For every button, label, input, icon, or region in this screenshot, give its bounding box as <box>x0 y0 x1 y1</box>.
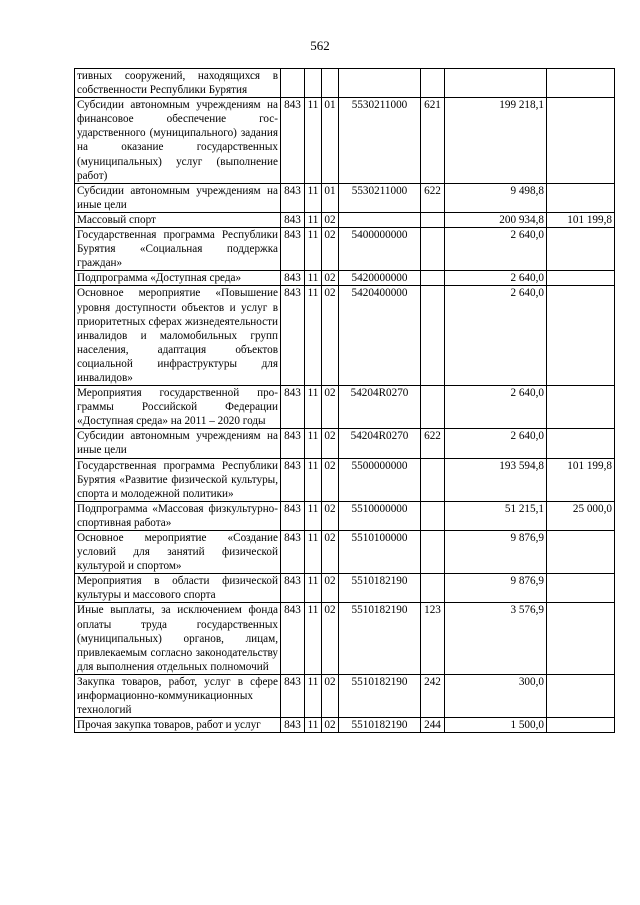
target-article-code: 5510100000 <box>339 531 421 574</box>
subsection-code: 02 <box>322 531 339 574</box>
amount-federal <box>547 183 615 212</box>
section-code: 11 <box>305 674 322 717</box>
expense-type-code: 622 <box>421 429 445 458</box>
amount: 9 498,8 <box>445 183 547 212</box>
table-row <box>75 69 615 98</box>
target-article-code: 54204R0270 <box>339 429 421 458</box>
subsection-code: 01 <box>322 98 339 184</box>
ministry-code: 843 <box>281 386 305 429</box>
item-name: Подпрограмма «Доступная среда» <box>75 271 281 286</box>
target-article-code: 54204R0270 <box>339 386 421 429</box>
amount: 9 876,9 <box>445 574 547 603</box>
item-name: Подпрограмма «Массовая физкультурно-спортивная работа» <box>75 501 281 530</box>
expense-type-code: 123 <box>421 603 445 674</box>
amount-federal <box>547 531 615 574</box>
amount: 2 640,0 <box>445 271 547 286</box>
subsection-code: 02 <box>322 574 339 603</box>
item-name: Основное мероприятие «Повышение уровня доступности объектов и услуг в приоритетных сферах жизнедеятельности инвалидов и маломобильных групп населения, адаптация объектов социальной инфраструктуры для инвалидов» <box>75 286 281 386</box>
amount: 2 640,0 <box>445 286 547 386</box>
table-row <box>75 212 615 227</box>
amount: 2 640,0 <box>445 386 547 429</box>
expense-type-code: 622 <box>421 183 445 212</box>
expense-type-code: 244 <box>421 718 445 733</box>
item-name: Мероприятия государственной программы Российской Федерации «Доступная среда» на 2011 – 2020 годы <box>75 386 281 429</box>
page-number: 562 <box>310 38 330 53</box>
amount-federal: 25 000,0 <box>547 501 615 530</box>
amount: 1 500,0 <box>445 718 547 733</box>
target-article-code: 5510000000 <box>339 501 421 530</box>
ministry-code: 843 <box>281 458 305 501</box>
expense-type-code <box>421 286 445 386</box>
item-name: Закупка товаров, работ, услуг в сфере информационно-коммуникационных технологий <box>75 674 281 717</box>
target-article-code <box>339 69 421 98</box>
amount-federal <box>547 603 615 674</box>
subsection-code: 02 <box>322 212 339 227</box>
expense-type-code <box>421 574 445 603</box>
item-name: Мероприятия в области физической культуры и массового спорта <box>75 574 281 603</box>
amount: 199 218,1 <box>445 98 547 184</box>
item-name: Субсидии автономным учреждениям на иные цели <box>75 183 281 212</box>
ministry-code: 843 <box>281 183 305 212</box>
target-article-code: 5530211000 <box>339 183 421 212</box>
table-row <box>75 429 615 458</box>
table-body <box>75 69 615 733</box>
table-row <box>75 286 615 386</box>
section-code: 11 <box>305 603 322 674</box>
expense-type-code: 242 <box>421 674 445 717</box>
section-code: 11 <box>305 286 322 386</box>
ministry-code: 843 <box>281 718 305 733</box>
table-row <box>75 458 615 501</box>
subsection-code: 02 <box>322 271 339 286</box>
target-article-code: 5420400000 <box>339 286 421 386</box>
amount-federal <box>547 69 615 98</box>
table-row <box>75 386 615 429</box>
target-article-code: 5500000000 <box>339 458 421 501</box>
table-row <box>75 228 615 271</box>
ministry-code: 843 <box>281 98 305 184</box>
amount-federal: 101 199,8 <box>547 458 615 501</box>
expense-type-code <box>421 531 445 574</box>
item-name: Субсидии автономным учреждениям на финансовое обеспечение государственного (муниципального) задания на оказание государственных (муниципальных) услуг (выполнение работ) <box>75 98 281 184</box>
item-name: тивных сооружений, находящихся в собственности Республики Бурятия <box>75 69 281 98</box>
amount: 2 640,0 <box>445 429 547 458</box>
subsection-code <box>322 69 339 98</box>
section-code: 11 <box>305 458 322 501</box>
expense-type-code <box>421 271 445 286</box>
table-row <box>75 271 615 286</box>
section-code: 11 <box>305 212 322 227</box>
amount-federal <box>547 271 615 286</box>
table-row <box>75 98 615 184</box>
amount: 9 876,9 <box>445 531 547 574</box>
table-row <box>75 674 615 717</box>
amount: 2 640,0 <box>445 228 547 271</box>
item-name: Массовый спорт <box>75 212 281 227</box>
expense-type-code <box>421 386 445 429</box>
ministry-code: 843 <box>281 286 305 386</box>
ministry-code: 843 <box>281 501 305 530</box>
target-article-code: 5420000000 <box>339 271 421 286</box>
section-code: 11 <box>305 531 322 574</box>
amount: 3 576,9 <box>445 603 547 674</box>
subsection-code: 02 <box>322 429 339 458</box>
section-code: 11 <box>305 271 322 286</box>
ministry-code: 843 <box>281 603 305 674</box>
budget-table <box>74 68 615 733</box>
section-code: 11 <box>305 98 322 184</box>
ministry-code: 843 <box>281 531 305 574</box>
amount-federal <box>547 674 615 717</box>
ministry-code: 843 <box>281 212 305 227</box>
amount-federal <box>547 718 615 733</box>
target-article-code: 5510182190 <box>339 674 421 717</box>
target-article-code: 5510182190 <box>339 603 421 674</box>
ministry-code: 843 <box>281 674 305 717</box>
section-code: 11 <box>305 228 322 271</box>
amount-federal <box>547 574 615 603</box>
amount-federal <box>547 98 615 184</box>
expense-type-code: 621 <box>421 98 445 184</box>
subsection-code: 02 <box>322 386 339 429</box>
item-name: Государственная программа Республики Бурятия «Развитие физической культуры, спорта и молодежной политики» <box>75 458 281 501</box>
amount: 300,0 <box>445 674 547 717</box>
section-code: 11 <box>305 501 322 530</box>
target-article-code: 5510182190 <box>339 718 421 733</box>
item-name: Прочая закупка товаров, работ и услуг <box>75 718 281 733</box>
item-name: Государственная программа Республики Бурятия «Социальная поддержка граждан» <box>75 228 281 271</box>
amount-federal <box>547 286 615 386</box>
expense-type-code <box>421 69 445 98</box>
section-code: 11 <box>305 429 322 458</box>
section-code: 11 <box>305 718 322 733</box>
table-row <box>75 603 615 674</box>
table-row <box>75 718 615 733</box>
expense-type-code <box>421 228 445 271</box>
item-name: Основное мероприятие «Создание условий для занятий физической культурой и спортом» <box>75 531 281 574</box>
subsection-code: 02 <box>322 458 339 501</box>
ministry-code: 843 <box>281 228 305 271</box>
ministry-code <box>281 69 305 98</box>
table-row <box>75 183 615 212</box>
section-code: 11 <box>305 183 322 212</box>
amount: 200 934,8 <box>445 212 547 227</box>
item-name: Иные выплаты, за исключением фонда оплаты труда государственных (муниципальных) органов, лицам, привлекаемым согласно законодательству для выполнения отдельных полномочий <box>75 603 281 674</box>
target-article-code: 5400000000 <box>339 228 421 271</box>
ministry-code: 843 <box>281 574 305 603</box>
section-code <box>305 69 322 98</box>
expense-type-code <box>421 501 445 530</box>
section-code: 11 <box>305 574 322 603</box>
target-article-code: 5530211000 <box>339 98 421 184</box>
subsection-code: 02 <box>322 718 339 733</box>
section-code: 11 <box>305 386 322 429</box>
subsection-code: 02 <box>322 286 339 386</box>
ministry-code: 843 <box>281 429 305 458</box>
target-article-code <box>339 212 421 227</box>
subsection-code: 01 <box>322 183 339 212</box>
amount <box>445 69 547 98</box>
target-article-code: 5510182190 <box>339 574 421 603</box>
subsection-code: 02 <box>322 674 339 717</box>
subsection-code: 02 <box>322 228 339 271</box>
table-row <box>75 531 615 574</box>
expense-type-code <box>421 458 445 501</box>
subsection-code: 02 <box>322 501 339 530</box>
amount-federal <box>547 228 615 271</box>
amount-federal <box>547 429 615 458</box>
amount: 51 215,1 <box>445 501 547 530</box>
ministry-code: 843 <box>281 271 305 286</box>
amount: 193 594,8 <box>445 458 547 501</box>
table-row <box>75 501 615 530</box>
subsection-code: 02 <box>322 603 339 674</box>
expense-type-code <box>421 212 445 227</box>
amount-federal <box>547 386 615 429</box>
item-name: Субсидии автономным учреждениям на иные цели <box>75 429 281 458</box>
amount-federal: 101 199,8 <box>547 212 615 227</box>
table-row <box>75 574 615 603</box>
